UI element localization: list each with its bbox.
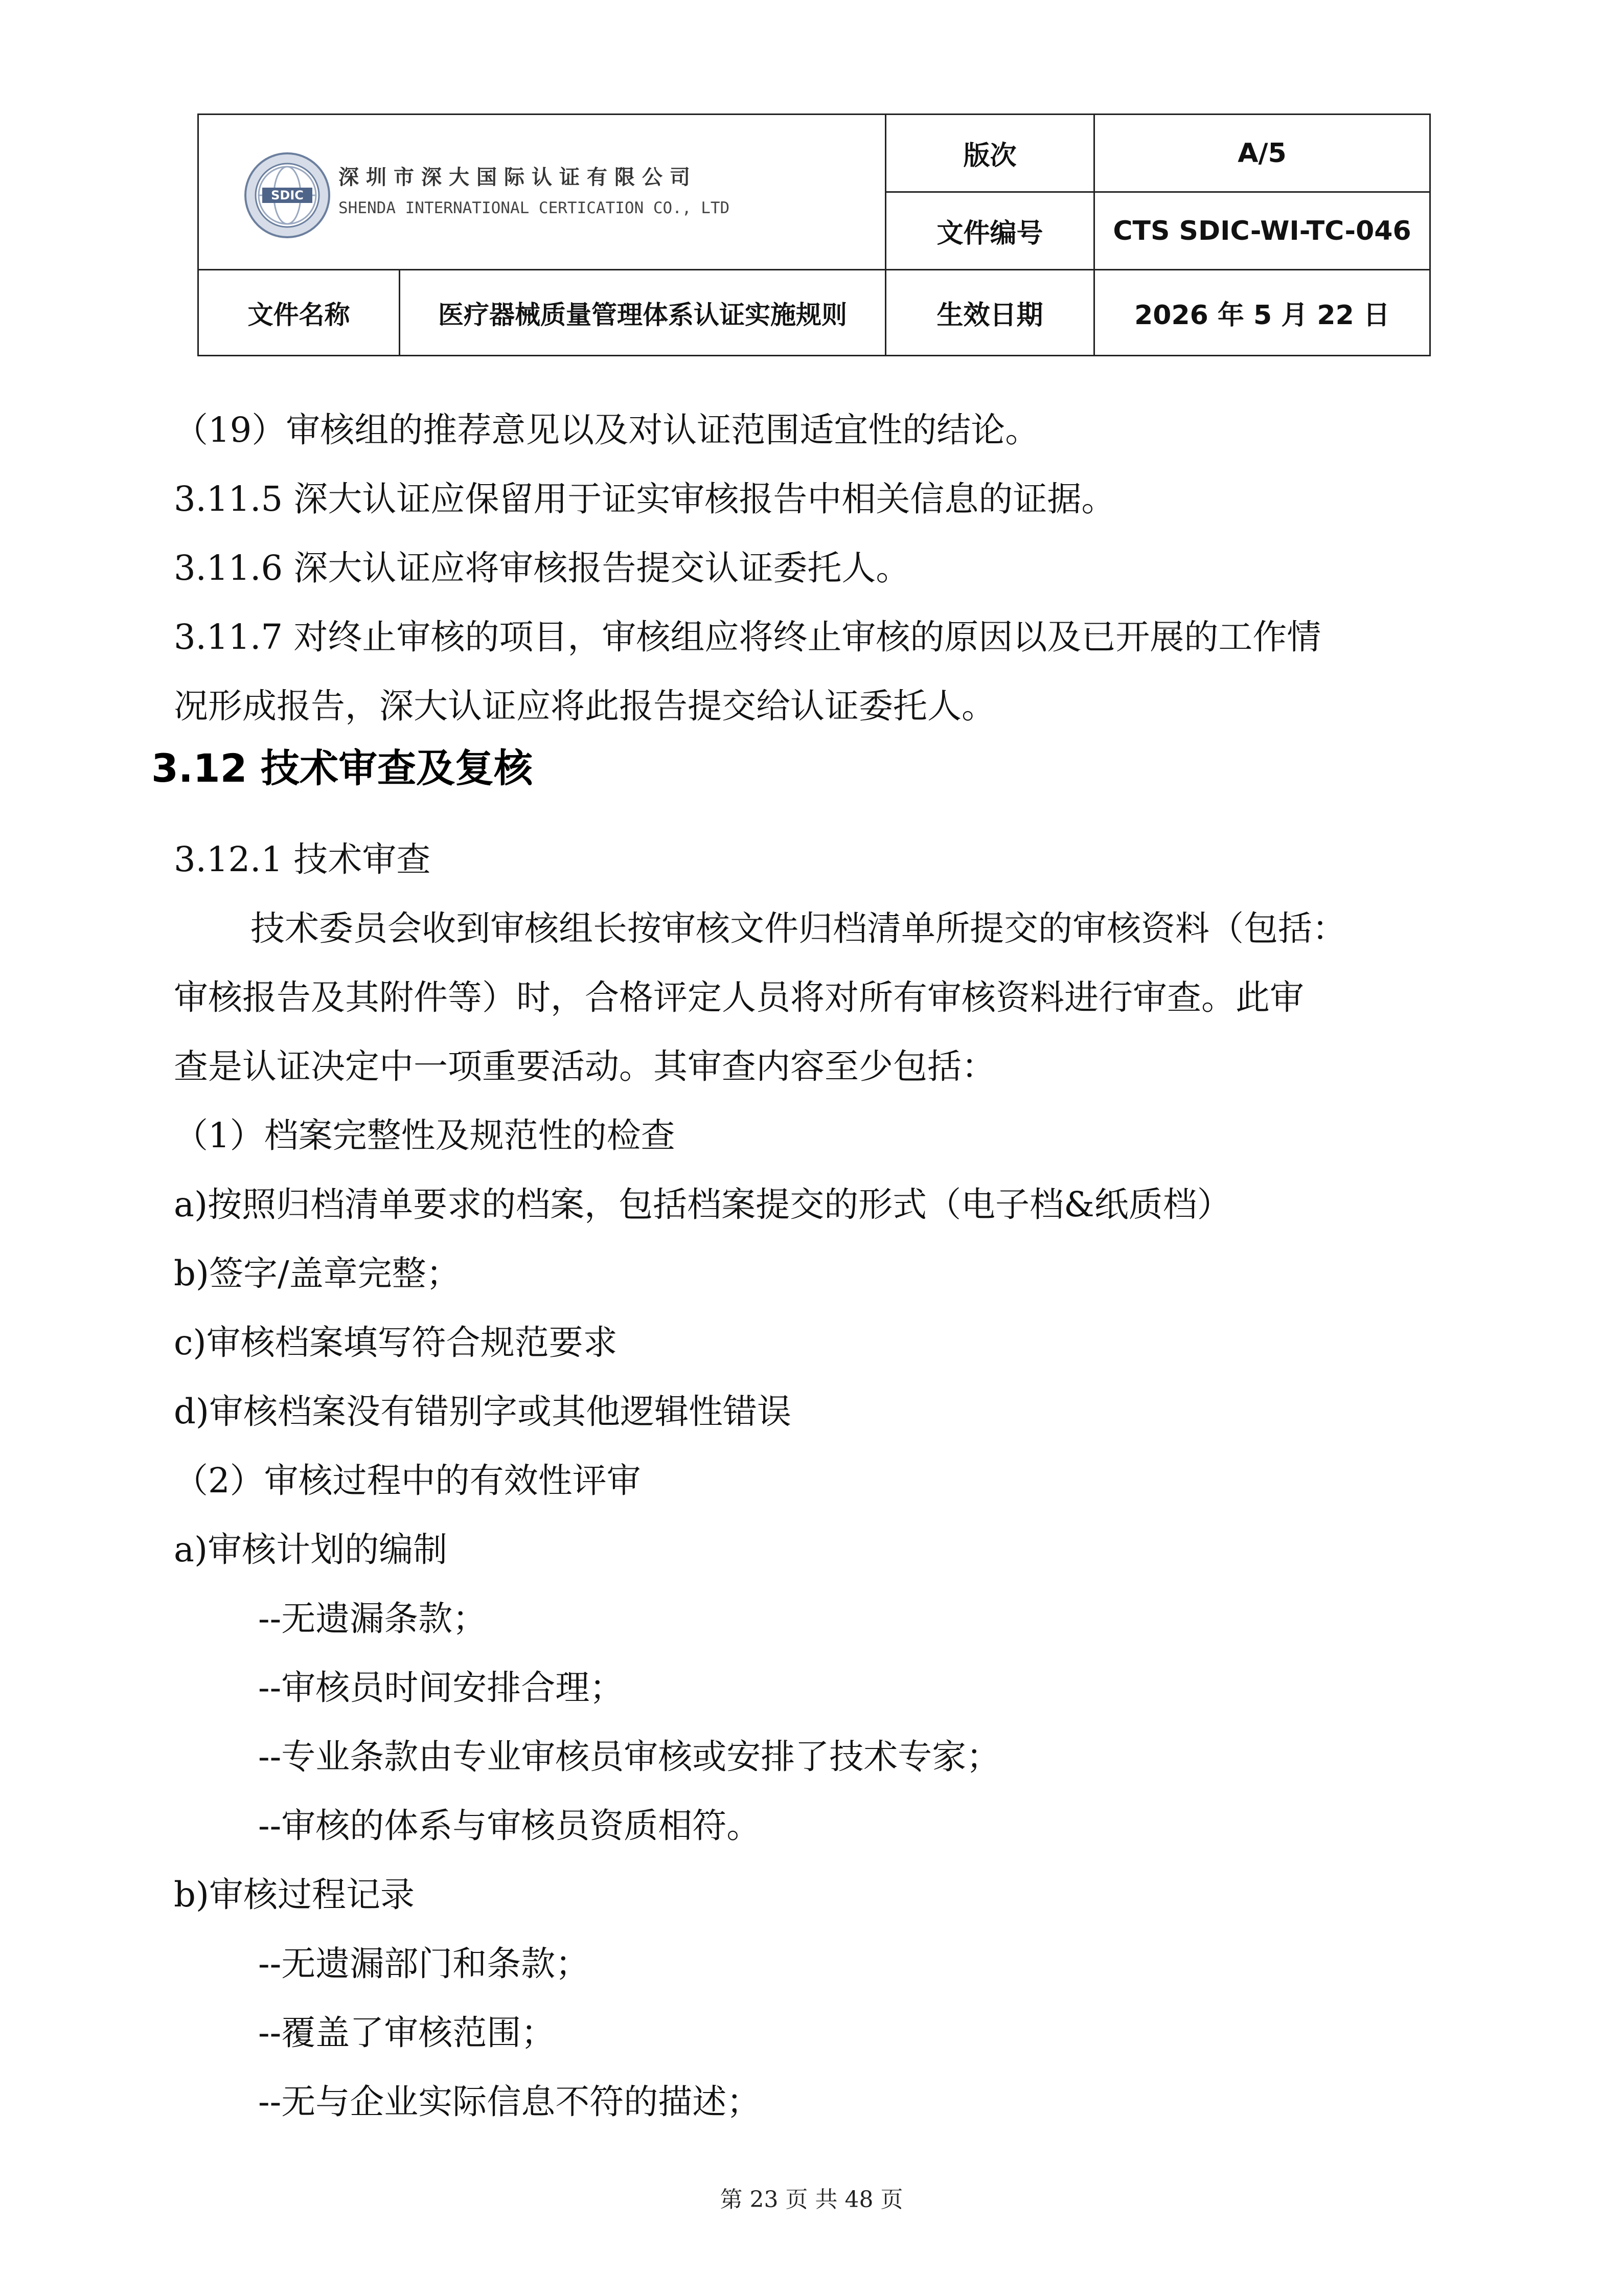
list-item: （1）档案完整性及规范性的检查 [174,1116,675,1155]
logo-abbrev: SDIC [271,188,304,202]
list-item: --审核的体系与审核员资质相符。 [258,1806,761,1846]
text-line: 3.11.5 深大认证应保留用于证实审核报告中相关信息的证据。 [174,479,1116,519]
doc-name-value: 医疗器械质量管理体系认证实施规则 [400,270,886,356]
doc-name-label: 文件名称 [198,270,400,356]
text-line: 3.11.6 深大认证应将审核报告提交认证委托人。 [174,548,910,588]
version-value: A/5 [1094,115,1430,192]
section-heading: 3.12 技术审查及复核 [151,745,533,791]
list-item: --无遗漏部门和条款； [258,1944,590,1984]
company-emblem-icon [244,152,331,239]
page-number: 第 23 页 共 48 页 [720,2187,903,2213]
list-item: --无遗漏条款； [258,1599,487,1639]
company-logo-cell [198,115,886,270]
list-item: --无与企业实际信息不符的描述； [258,2082,761,2122]
list-item: --专业条款由专业审核员审核或安排了技术专家； [258,1737,1001,1777]
text-line: （19）审核组的推荐意见以及对认证范围适宜性的结论。 [174,410,1040,450]
text-line: 况形成报告，深大认证应将此报告提交给认证委托人。 [174,686,996,726]
doc-number-value: CTS SDIC-WI-TC-046 [1094,192,1430,270]
subsection-title: 3.12.1 技术审查 [174,839,431,879]
document-header-table [197,113,1431,356]
company-name-cn: 深圳市深大国际认证有限公司 [338,166,697,189]
list-item: d)审核档案没有错别字或其他逻辑性错误 [174,1392,792,1431]
effective-date-label: 生效日期 [886,270,1094,356]
list-item: a)审核计划的编制 [174,1530,448,1570]
version-label: 版次 [886,115,1094,192]
paragraph-line: 技术委员会收到审核组长按审核文件归档清单所提交的审核资料（包括： [250,908,1346,948]
doc-number-label: 文件编号 [886,192,1094,270]
list-item: b)签字/盖章完整； [174,1254,461,1293]
list-item: c)审核档案填写符合规范要求 [174,1323,618,1362]
list-item: --覆盖了审核范围； [258,2013,556,2053]
text-line: 3.11.7 对终止审核的项目，审核组应将终止审核的原因以及已开展的工作情 [174,617,1321,657]
company-logo [244,152,765,239]
paragraph-line: 查是认证决定中一项重要活动。其审查内容至少包括： [174,1047,996,1086]
list-item: a)按照归档清单要求的档案，包括档案提交的形式（电子档&纸质档） [174,1185,1231,1224]
paragraph-line: 审核报告及其附件等）时，合格评定人员将对所有审核资料进行审查。此审 [174,977,1304,1017]
list-item: （2）审核过程中的有效性评审 [174,1461,641,1501]
list-item: b)审核过程记录 [174,1875,415,1915]
list-item: --审核员时间安排合理； [258,1668,624,1708]
company-name-en: SHENDA INTERNATIONAL CERTICATION CO., LTD [338,199,730,217]
effective-date-value: 2026 年 5 月 22 日 [1094,270,1430,356]
